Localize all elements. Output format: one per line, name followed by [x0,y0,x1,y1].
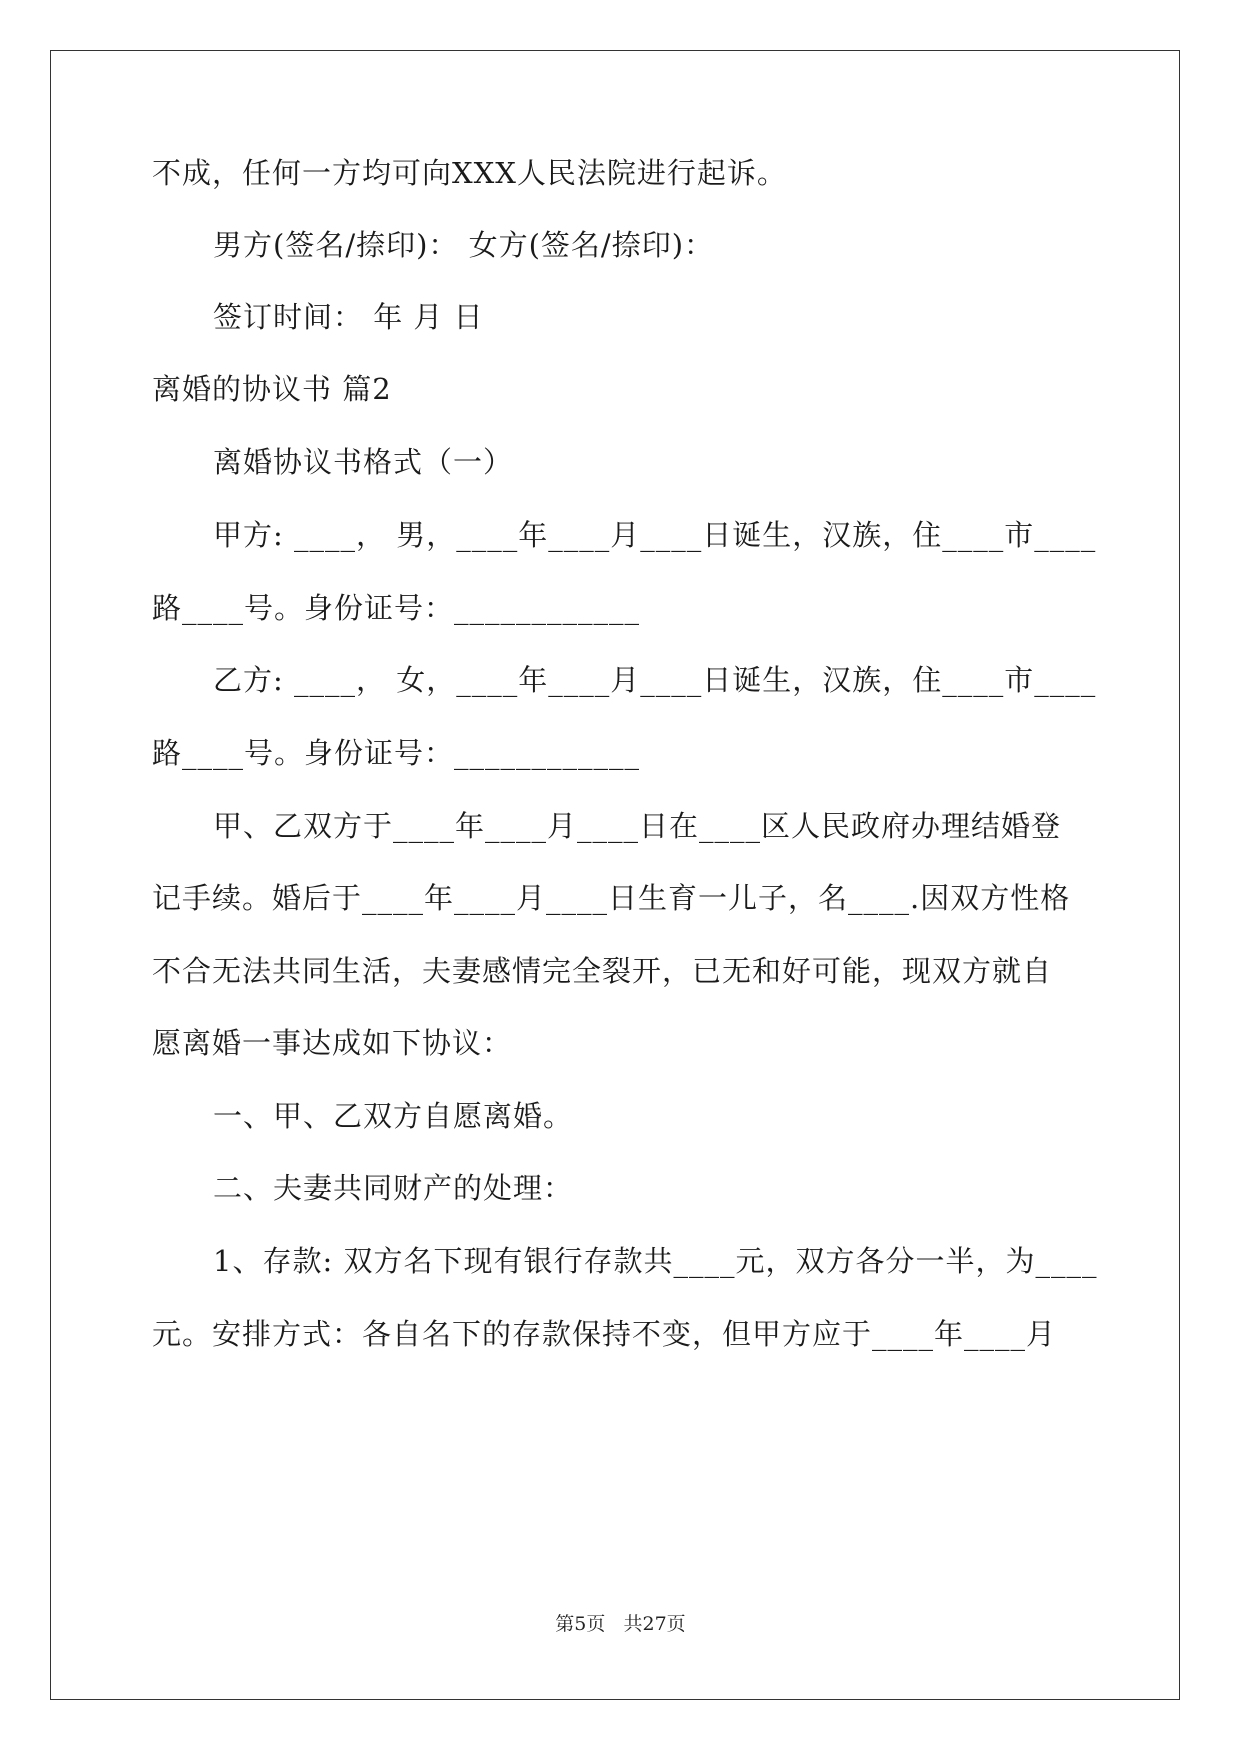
page-footer: 第5页 共27页 [555,1613,686,1635]
text-line: 一、甲、乙双方自愿离婚。 [213,1099,574,1133]
text-line: 二、夫妻共同财产的处理： [213,1171,574,1205]
text-line: 不合无法共同生活，夫妻感情完全裂开，已无和好可能，现双方就自 [152,954,1053,988]
text-line: 男方(签名/捺印)： 女方(签名/捺印)： [213,228,715,262]
text-line: 路____号。身份证号：____________ [152,736,641,770]
text-line: 甲方: ____， 男，____年____月____日诞生，汉族，住____市____ [213,518,1097,552]
text-line: 愿离婚一事达成如下协议： [152,1026,513,1060]
text-line: 甲、乙双方于____年____月____日在____区人民政府办理结婚登 [213,809,1062,843]
text-line: 乙方: ____， 女，____年____月____日诞生，汉族，住____市____ [213,663,1097,697]
text-line: 元。安排方式：各自名下的存款保持不变，但甲方应于____年____月 [152,1317,1057,1351]
section-heading: 离婚的协议书 篇2 [152,372,392,406]
text-line: 记手续。婚后于____年____月____日生育一儿子，名____.因双方性格 [152,881,1071,915]
text-line: 不成，任何一方均可向XXX人民法院进行起诉。 [152,156,787,190]
text-line: 1、存款: 双方名下现有银行存款共____元，双方各分一半，为____ [213,1244,1098,1278]
text-line: 路____号。身份证号：____________ [152,591,641,625]
subsection-heading: 离婚协议书格式（一） [213,445,514,479]
text-line: 签订时间： 年 月 日 [213,300,484,334]
